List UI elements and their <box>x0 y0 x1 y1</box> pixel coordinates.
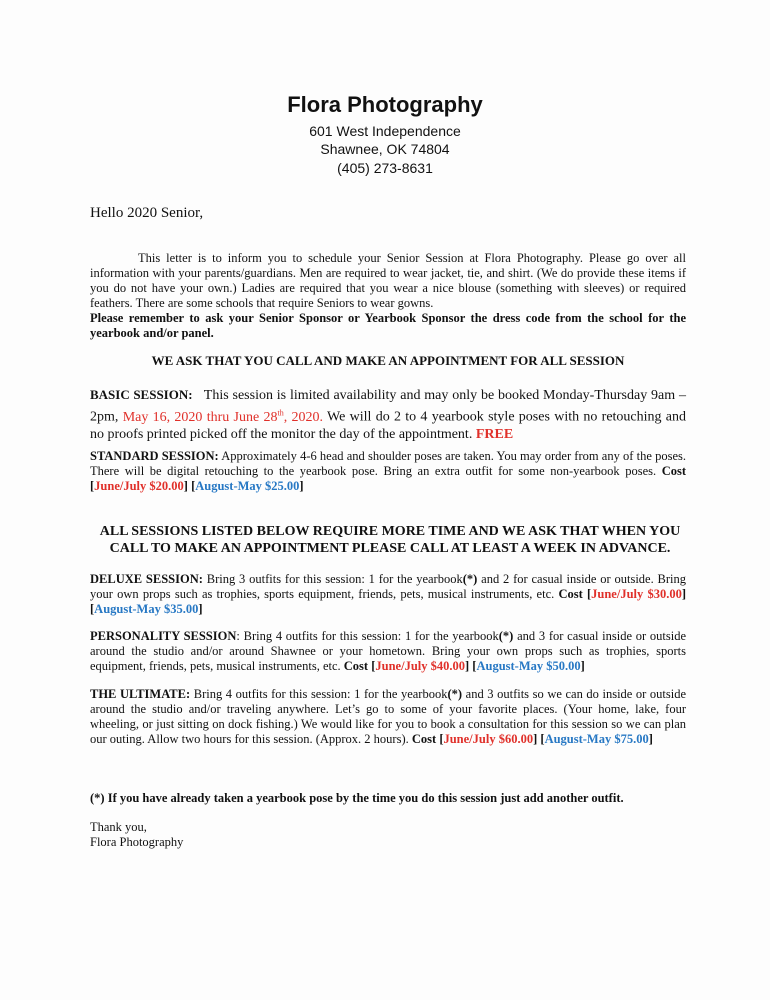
ultimate-text-2: and 3 outfits so we can do inside or outside around the studio and/or traveling anywhere. Let’s go to some of your favorite places. (Your home, lake, four wheeling, or just sitting on dock fishing.) We would like for you to book a consultation for this session so we can plan our outing. Allow two hours for this session. (Approx. 2 hours). <box>90 687 687 746</box>
standard-label: STANDARD SESSION: <box>90 449 219 463</box>
basic-price: FREE <box>475 426 514 442</box>
standard-session: STANDARD SESSION: Approximately 4-6 head and shoulder poses are taken. You may order from any of the poses. There will be digital retouching to the yearbook pose. Bring an extra outfit for some non-yearbook poses. Cost [June/July $20.00] [August-May $25.00] <box>90 449 686 493</box>
personality-session: PERSONALITY SESSION: Bring 4 outfits for this session: 1 for the yearbook(*) and 3 for casual inside or outside around the studio and/or around Shawnee or your hometown. Bring your own props such as trophies, sports equipment, friends, pets, musical instruments, etc. Cost [June/July $40.00] [August-May $50.00] <box>90 629 687 673</box>
basic-dates: May 16, 2020 thru June 28th, 2020. <box>122 408 324 425</box>
appointment-heading: WE ASK THAT YOU CALL AND MAKE AN APPOINTMENT FOR ALL SESSION <box>151 353 625 368</box>
deluxe-text-2: and 2 for casual inside or outside. Bring your own props such as trophies, sports equipment, friends, pets, musical instruments, etc. <box>90 572 687 601</box>
standard-summer-price: June/July $20.00 <box>94 479 184 493</box>
company-name: Flora Photography <box>287 92 483 117</box>
ultimate-session: THE ULTIMATE: Bring 4 outfits for this session: 1 for the yearbook(*) and 3 outfits so we can do inside or outside around the studio and/or traveling anywhere. Let’s go to some of your favorite places. (Your home, lake, four wheeling, or just sitting on dock fishing.) We would like for you to book a consultation for this session so we can plan our outing. Allow two hours for this session. (Approx. 2 hours). Cost [June/July $60.00] [August-May $75.00] <box>90 687 687 746</box>
ultimate-season-price: August-May $75.00 <box>544 732 649 746</box>
personality-text-2: and 3 for casual inside or outside around the studio and/or around Shawnee or your hometown. Bring your own props such as trophies, sports equipment, friends, pets, musical instruments, etc. <box>90 629 687 673</box>
advance-notice-heading: ALL SESSIONS LISTED BELOW REQUIRE MORE TIME AND WE ASK THAT WHEN YOU CALL TO MAKE AN APPOINTMENT PLEASE CALL AT LEAST A WEEK IN ADVANCE. <box>99 524 681 556</box>
personality-label: PERSONALITY SESSION <box>90 629 237 643</box>
deluxe-summer-price: June/July $30.00 <box>591 587 682 601</box>
basic-text-1: This session is limited availability and may only be booked Monday-Thursday 9am – 2pm, <box>90 388 686 425</box>
deluxe-session: DELUXE SESSION: Bring 3 outfits for this session: 1 for the yearbook(*) and 2 for casual inside or outside. Bring your own props such as trophies, sports equipment, friends, pets, musical instruments, etc. Cost [June/July $30.00] [August-May $35.00] <box>90 572 687 616</box>
address-line-2: Shawnee, OK 74804 <box>320 141 450 157</box>
standard-text: Approximately 4-6 head and shoulder poses are taken. You may order from any of the poses. There will be digital retouching to the yearbook pose. Bring an extra outfit for some non-yearbook poses. <box>90 449 686 478</box>
deluxe-text-1: Bring 3 outfits for this session: 1 for the yearbook <box>206 572 463 586</box>
intro-text: This letter is to inform you to schedule your Senior Session at Flora Photography. Please go over all information with your parents/guardians. Men are required to wear jacket, tie, and shirt. (We do provide these items if you do not have your own.) Ladies are required that you wear a nice blouse (something with sleeves) or required feathers. There are some schools that require Seniors to wear gowns. <box>90 251 686 310</box>
personality-text-1: Bring 4 outfits for this session: 1 for the yearbook <box>243 629 499 643</box>
ultimate-summer-price: June/July $60.00 <box>443 732 534 746</box>
ultimate-label: THE ULTIMATE: <box>90 687 191 701</box>
deluxe-label: DELUXE SESSION: <box>90 572 203 586</box>
basic-label: BASIC SESSION: <box>90 387 193 402</box>
phone-number: (405) 273-8631 <box>337 160 433 176</box>
personality-season-price: August-May $50.00 <box>476 659 581 673</box>
closing: Thank you, <box>90 820 147 834</box>
footnote: (*) If you have already taken a yearbook pose by the time you do this session just add another outfit. <box>90 791 624 805</box>
dress-code-note: Please remember to ask your Senior Sponsor or Yearbook Sponsor the dress code from the school for the yearbook and/or panel. <box>90 311 686 340</box>
signature: Flora Photography <box>90 835 184 849</box>
standard-season-price: August-May $25.00 <box>195 479 300 493</box>
greeting: Hello 2020 Senior, <box>90 205 204 221</box>
basic-text-2: We will do 2 to 4 yearbook style poses with no retouching and no proofs printed picked off the monitor the day of the appointment. <box>90 409 687 442</box>
standard-cost-label: Cost <box>661 464 686 478</box>
personality-summer-price: June/July $40.00 <box>375 659 465 673</box>
basic-session <box>90 386 686 443</box>
deluxe-season-price: August-May $35.00 <box>94 602 199 616</box>
address-line-1: 601 West Independence <box>309 123 461 139</box>
intro-paragraph <box>90 251 686 341</box>
ultimate-text-1: Bring 4 outfits for this session: 1 for the yearbook <box>193 687 448 701</box>
